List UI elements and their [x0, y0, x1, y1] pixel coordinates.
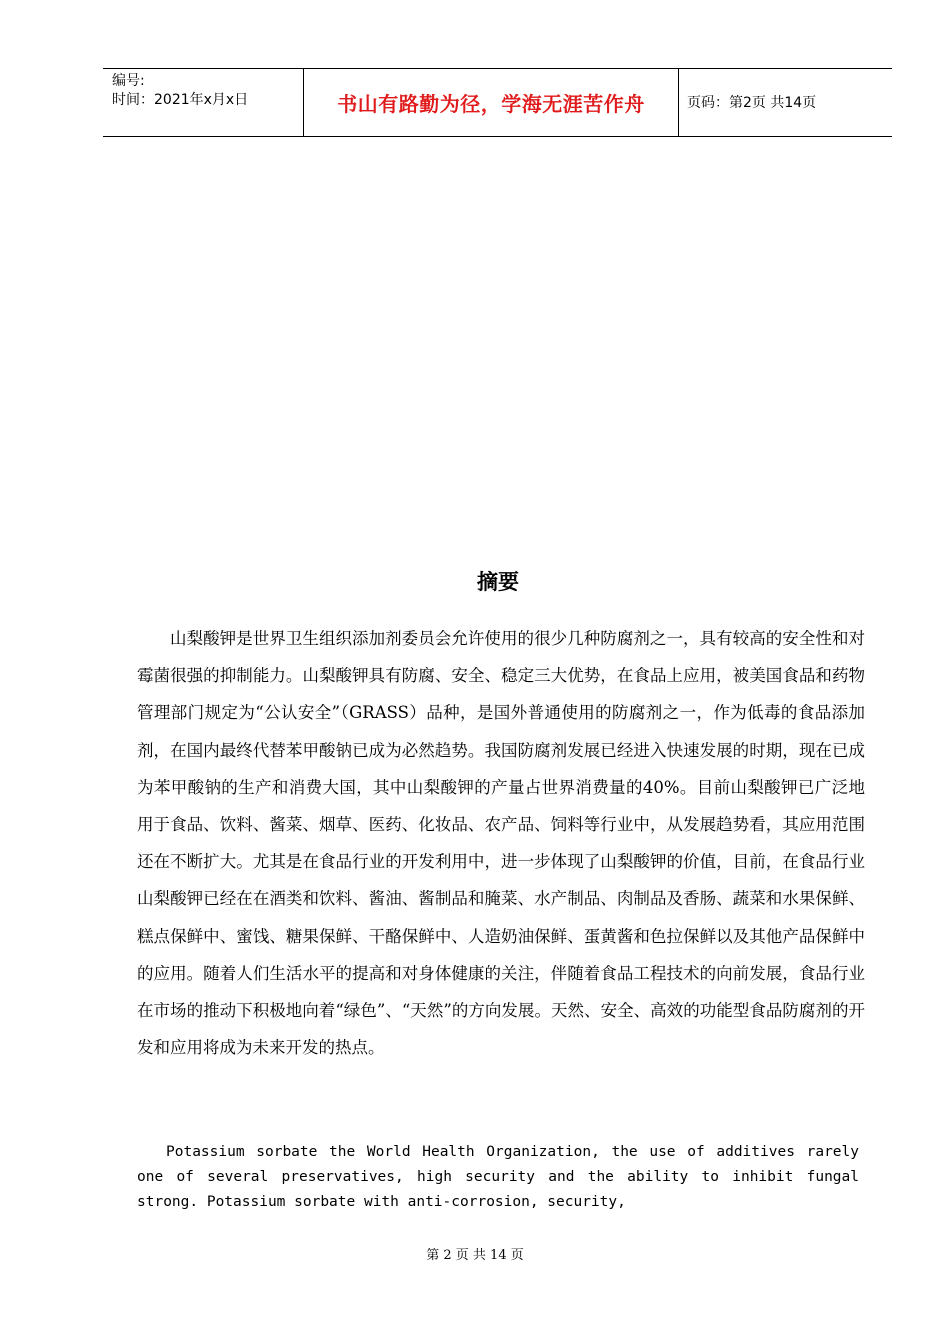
header-page-cell	[679, 69, 892, 136]
header-page-info: 页码：第2页 共14页	[687, 95, 817, 111]
header-meta-cell	[103, 69, 303, 136]
abstract-english-paragraph: Potassium sorbate the World Health Organization, the use of additives rarely one of several preservatives, high security and the ability to inhibit fungal strong. Potassium sorbate with anti-corrosion, security,	[137, 1144, 859, 1210]
abstract-title-wrap	[0, 566, 950, 596]
page-footer-number: 第 2 页 共 14 页	[426, 1248, 524, 1263]
header-motto: 书山有路勤为径，学海无涯苦作舟	[337, 92, 645, 116]
document-date-label: 时间：2021年x月x日	[112, 92, 249, 108]
page-header	[103, 68, 892, 137]
abstract-title: 摘要	[477, 570, 519, 594]
document-number-label: 编号:	[112, 73, 145, 89]
header-motto-cell	[303, 69, 679, 136]
abstract-chinese-paragraph: 山梨酸钾是世界卫生组织添加剂委员会允许使用的很少几种防腐剂之一，具有较高的安全性和对霉菌很强的抑制能力。山梨酸钾具有防腐、安全、稳定三大优势，在食品上应用，被美国食品和药物管理部门规定为“公认安全”（GRASS）品种，是国外普通使用的防腐剂之一，作为低毒的食品添加剂，在国内最终代替苯甲酸钠已成为必然趋势。我国防腐剂发展已经进入快速发展的时期，现在已成为苯甲酸钠的生产和消费大国，其中山梨酸钾的产量占世界消费量的40%。目前山梨酸钾已广泛地用于食品、饮料、酱菜、烟草、医药、化妆品、农产品、饲料等行业中，从发展趋势看，其应用范围还在不断扩大。尤其是在食品行业的开发利用中，进一步体现了山梨酸钾的价值，目前，在食品行业山梨酸钾已经在在酒类和饮料、酱油、酱制品和腌菜、水产制品、肉制品及香肠、蔬菜和水果保鲜、糕点保鲜中、蜜饯、糖果保鲜、干酪保鲜中、人造奶油保鲜、蛋黄酱和色拉保鲜以及其他产品保鲜中的应用。随着人们生活水平的提高和对身体健康的关注，伴随着食品工程技术的向前发展，食品行业在市场的推动下积极地向着“绿色”、“天然”的方向发展。天然、安全、高效的功能型食品防腐剂的开发和应用将成为未来开发的热点。	[137, 629, 865, 1058]
